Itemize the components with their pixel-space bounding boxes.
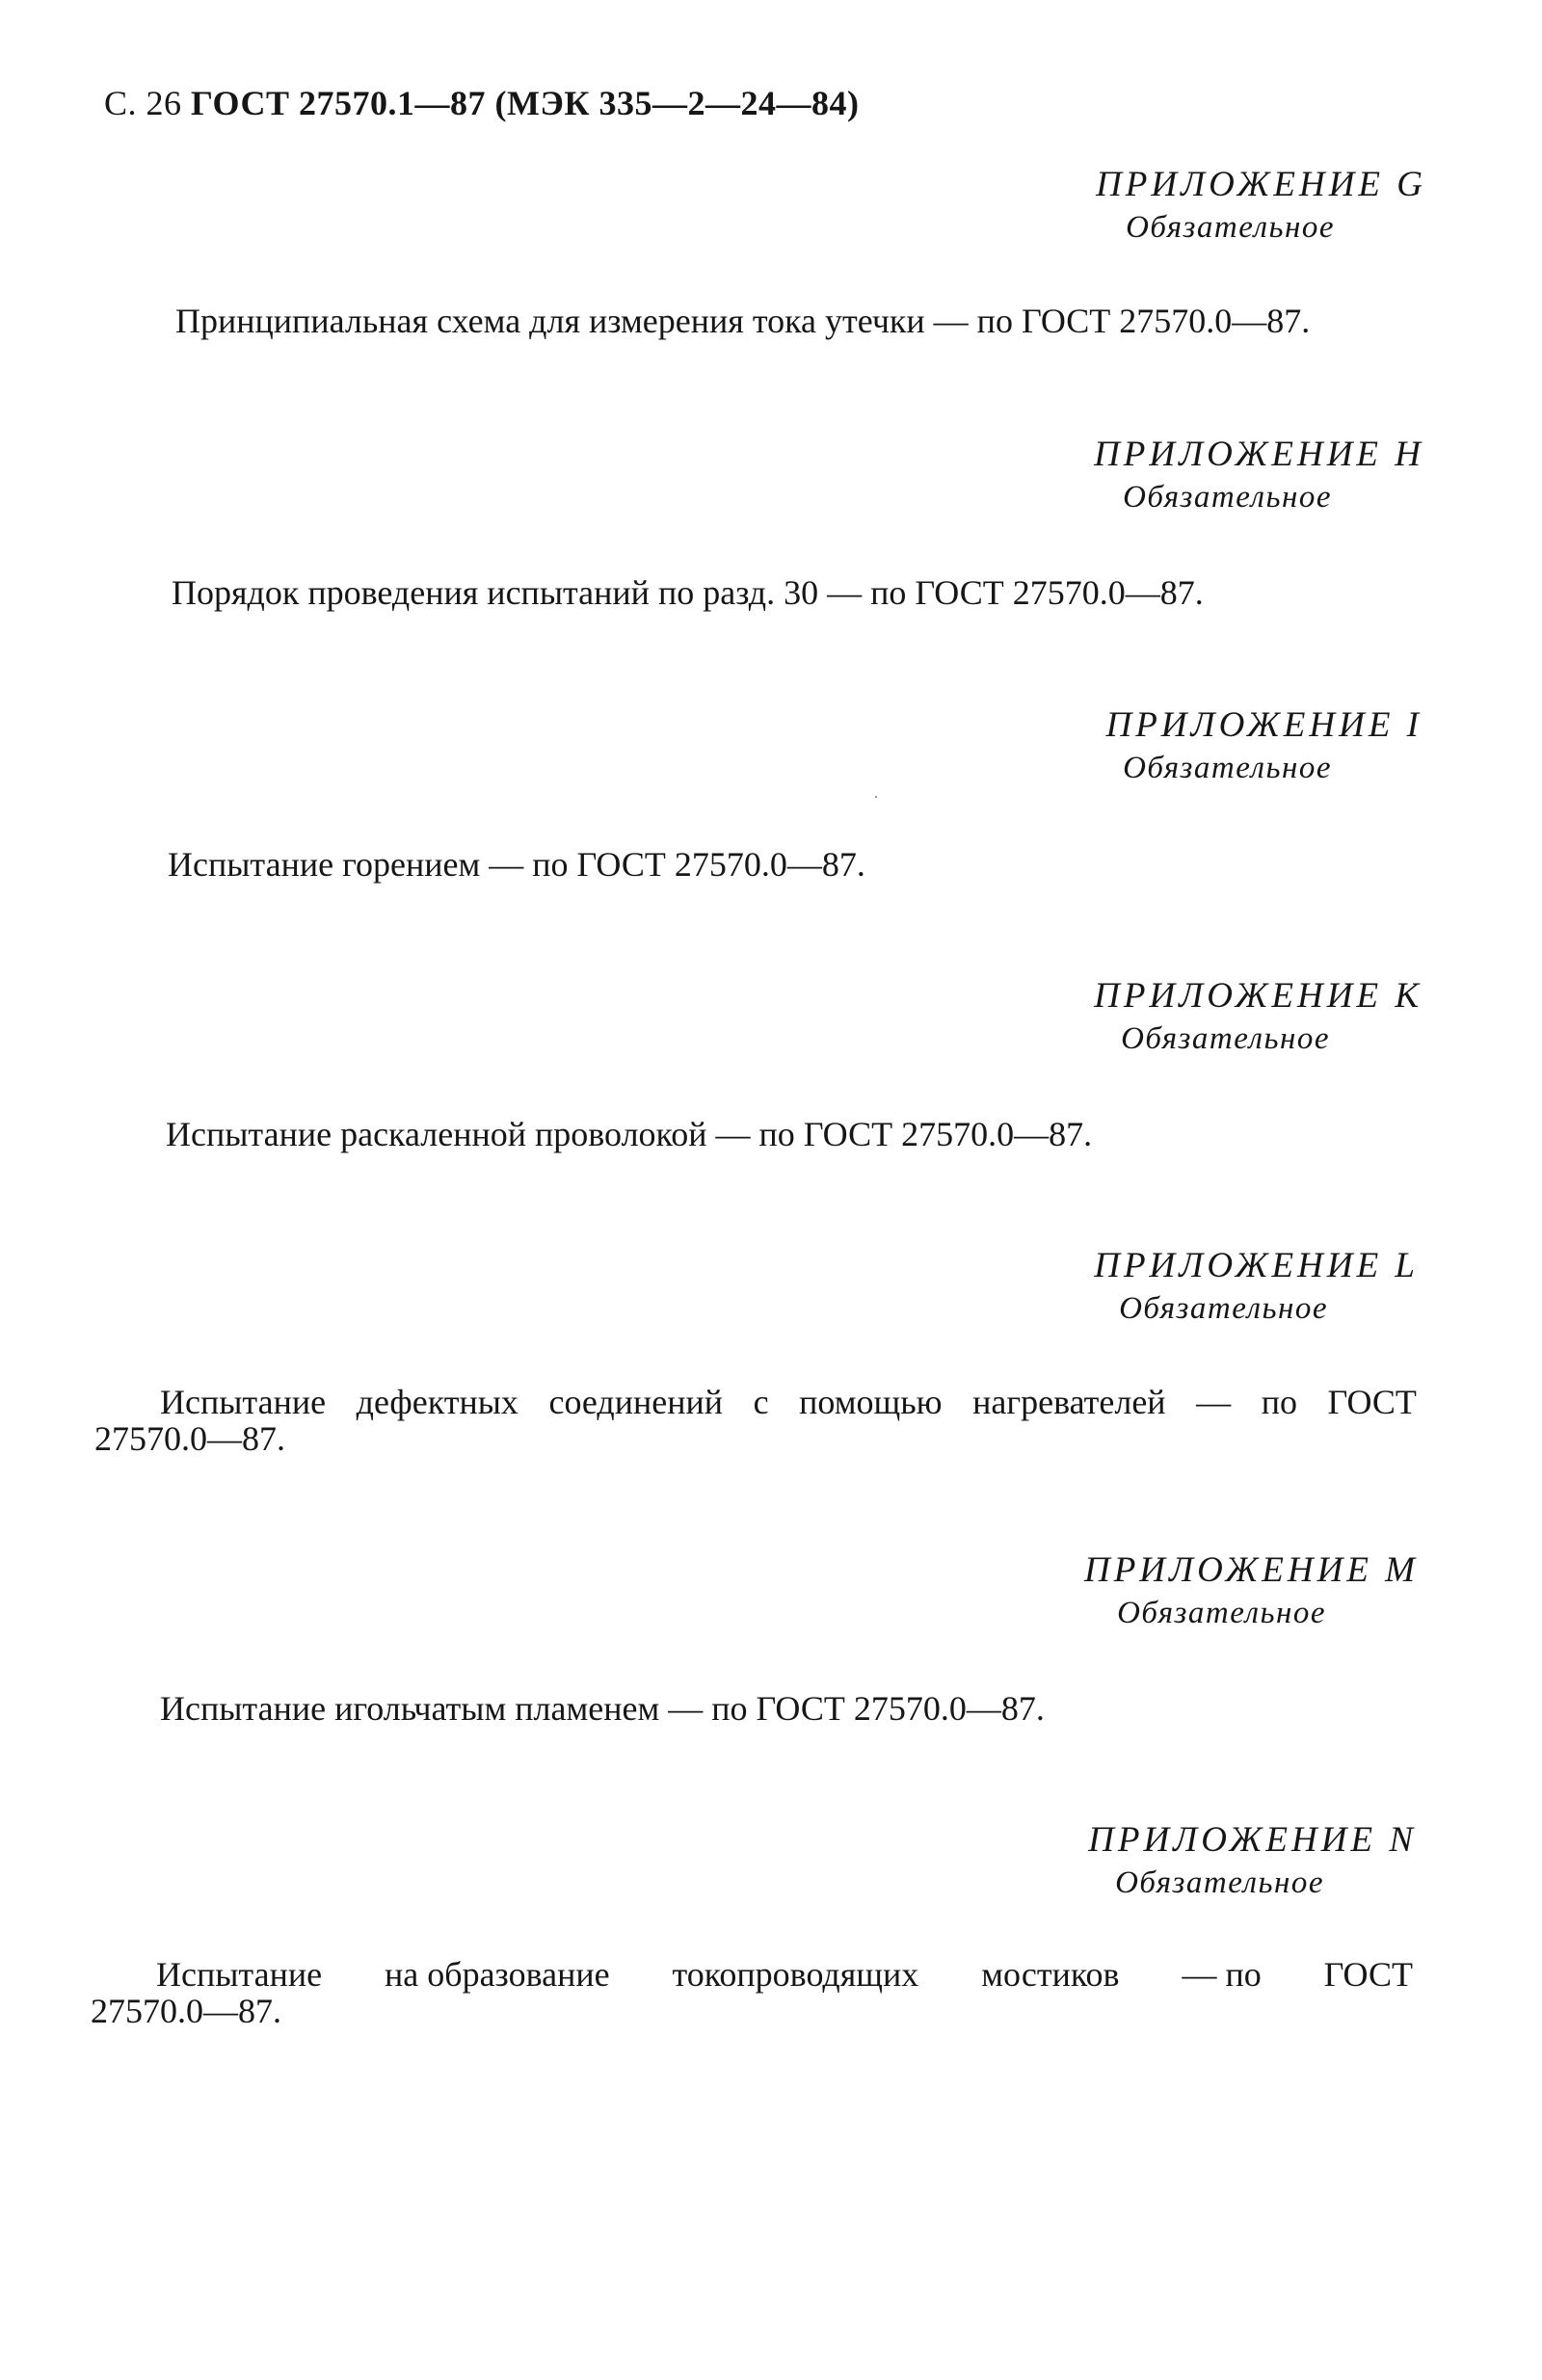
word: на образование <box>385 1955 610 1994</box>
word: ГОСТ <box>1327 1383 1417 1421</box>
appendix-i-text: Испытание горением — по ГОСТ 27570.0—87. <box>168 845 865 884</box>
page-number: С. 26 <box>104 84 182 122</box>
appendix-k-text: Испытание раскаленной проволокой — по ГОСТ 27570.0—87. <box>166 1115 1093 1153</box>
word: — <box>1196 1383 1232 1421</box>
word: токопроводящих <box>672 1955 919 1994</box>
appendix-status: Обязательное <box>1123 480 1332 515</box>
appendix-n-line-2: 27570.0—87. <box>91 1992 281 2030</box>
appendix-m-text: Испытание игольчатым пламенем — по ГОСТ 27570.0—87. <box>160 1689 1045 1728</box>
page-header <box>104 83 859 123</box>
word: нагревателей <box>972 1383 1166 1421</box>
appendix-g-text: Принципиальная схема для измерения тока утечки — по ГОСТ 27570.0—87. <box>175 302 1311 340</box>
appendix-title: ПРИЛОЖЕНИЕ N <box>1088 1820 1417 1860</box>
word: по <box>1261 1383 1297 1421</box>
appendix-l-text <box>94 1384 1417 1457</box>
appendix-title: ПРИЛОЖЕНИЕ L <box>1094 1246 1419 1285</box>
appendix-h-text: Порядок проведения испытаний по разд. 30 — по ГОСТ 27570.0—87. <box>172 573 1204 612</box>
word: Испытание <box>156 1955 323 1994</box>
standard-designation: ГОСТ 27570.1—87 (МЭК 335—2—24—84) <box>191 84 860 122</box>
word: соединений <box>548 1383 724 1421</box>
word: мостиков <box>981 1955 1120 1994</box>
appendix-l-line-1 <box>94 1384 1417 1420</box>
word: Испытание <box>160 1383 327 1421</box>
appendix-l-line-2: 27570.0—87. <box>94 1419 285 1458</box>
word: — по <box>1182 1955 1262 1994</box>
word: ГОСТ <box>1323 1955 1413 1994</box>
appendix-n-line-1 <box>91 1956 1413 1993</box>
appendix-n-text <box>91 1956 1413 2029</box>
appendix-status: Обязательное <box>1123 751 1332 785</box>
word: с <box>753 1383 769 1421</box>
appendix-title: ПРИЛОЖЕНИЕ K <box>1094 976 1422 1016</box>
appendix-status: Обязательное <box>1119 1291 1328 1326</box>
appendix-title: ПРИЛОЖЕНИЕ G <box>1096 165 1426 204</box>
appendix-status: Обязательное <box>1117 1596 1326 1630</box>
scan-speck <box>875 796 877 798</box>
appendix-title: ПРИЛОЖЕНИЕ I <box>1105 705 1422 745</box>
appendix-title: ПРИЛОЖЕНИЕ H <box>1094 435 1424 474</box>
appendix-status: Обязательное <box>1121 1021 1330 1056</box>
appendix-title: ПРИЛОЖЕНИЕ M <box>1083 1550 1419 1590</box>
word: помощью <box>799 1383 943 1421</box>
appendix-status: Обязательное <box>1115 1865 1324 1900</box>
appendix-status: Обязательное <box>1126 210 1335 245</box>
word: дефектных <box>356 1383 518 1421</box>
